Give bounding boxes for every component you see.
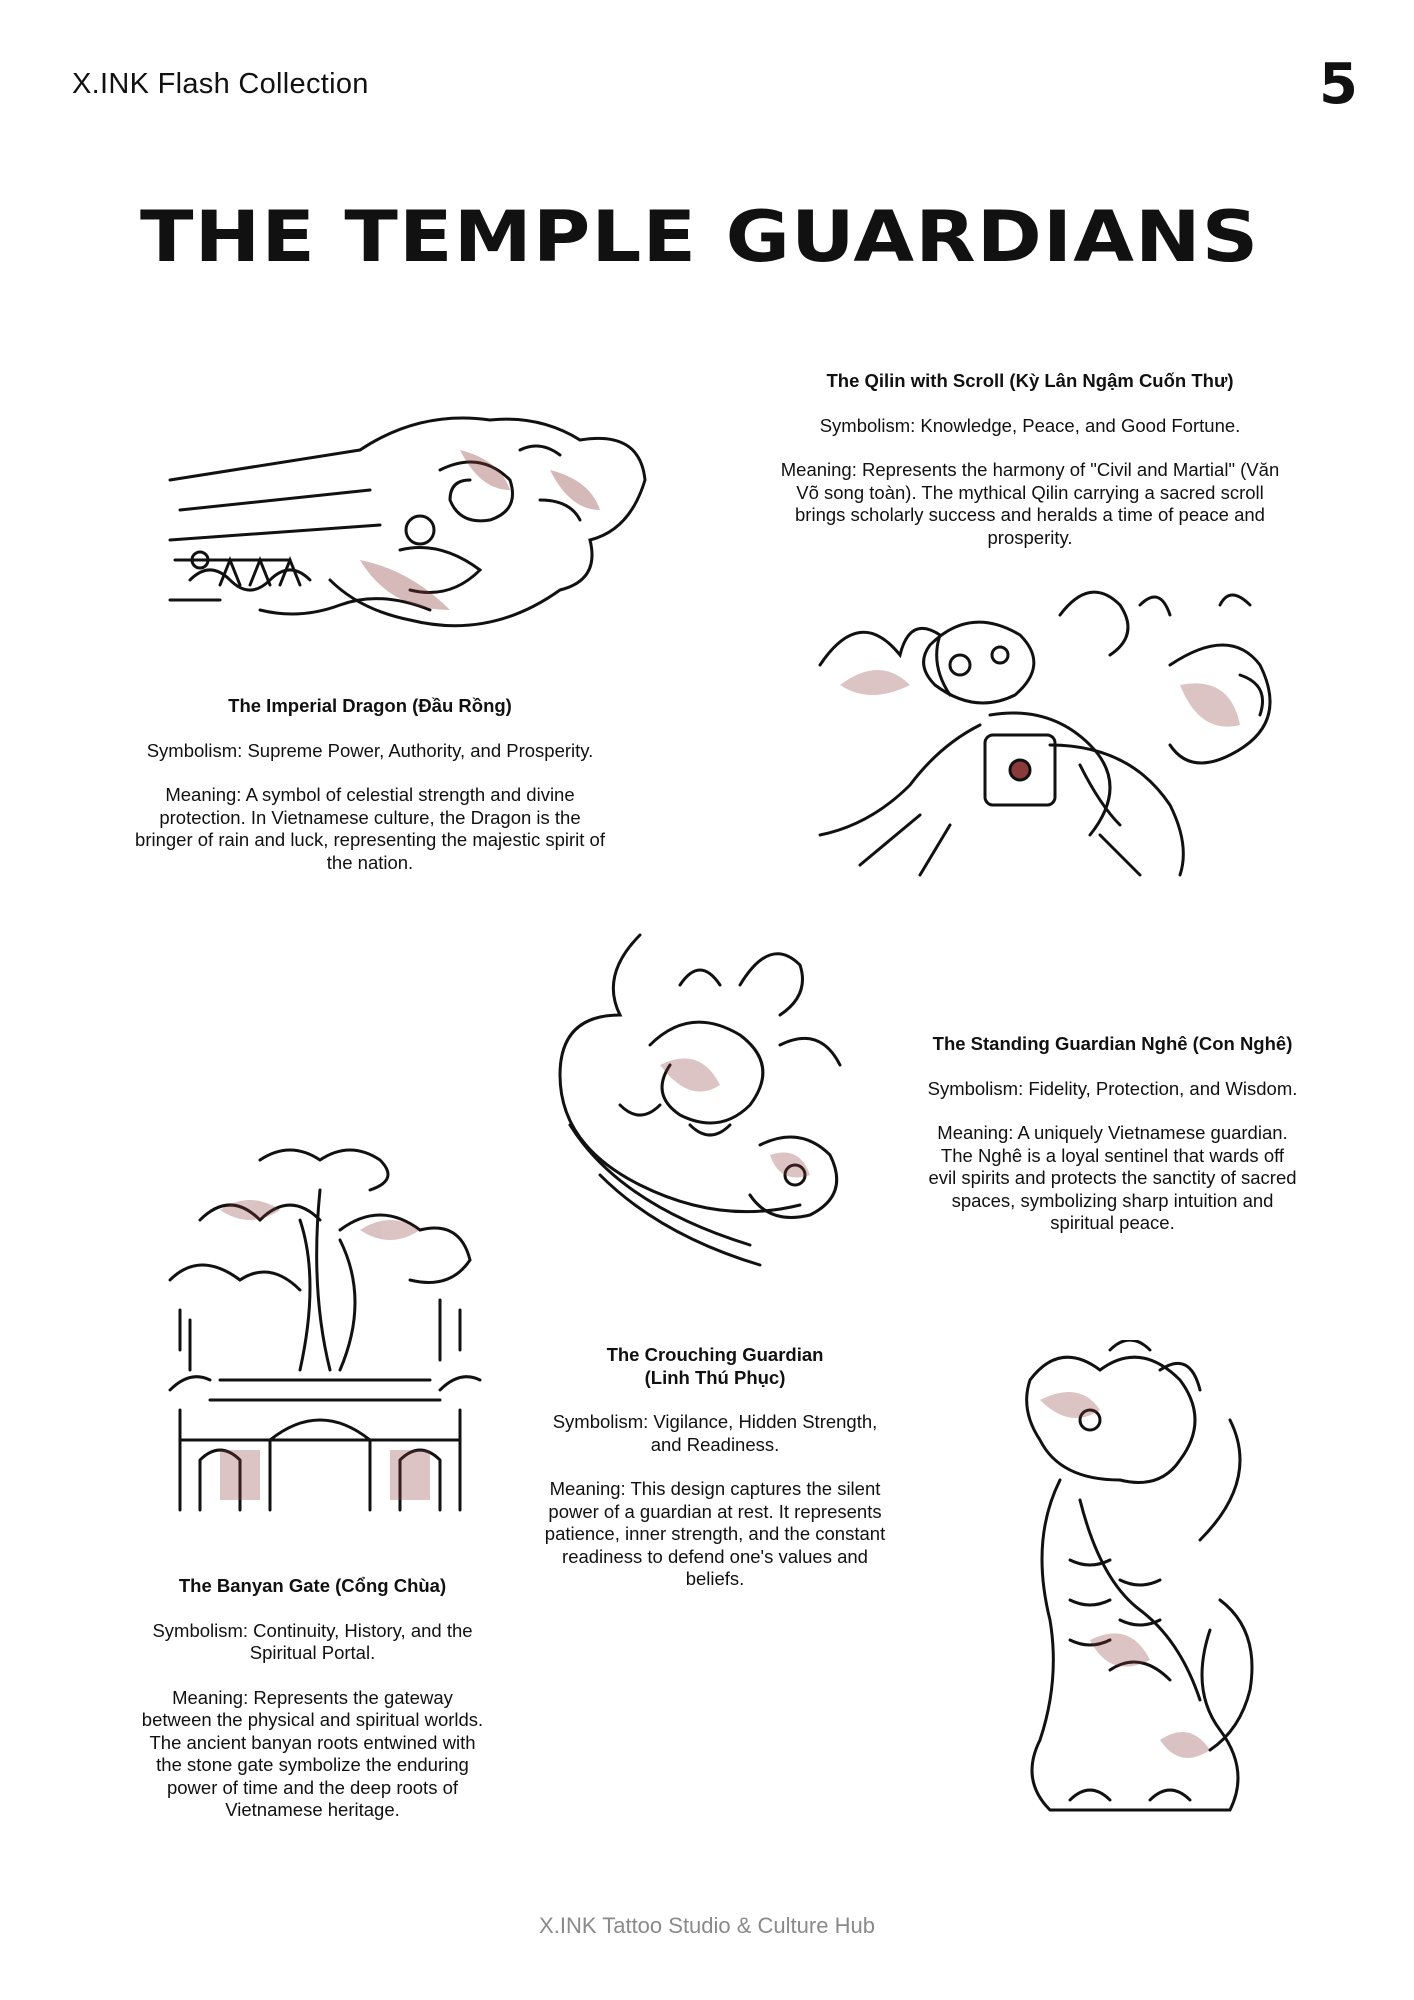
qilin-symbolism: Symbolism: Knowledge, Peace, and Good Fortune. — [819, 414, 1241, 436]
page-title: THE TEMPLE GUARDIANS — [140, 196, 1260, 278]
nghe-description — [925, 1033, 1300, 1235]
qilin-illustration — [800, 585, 1280, 880]
page-number: 5 — [1319, 52, 1358, 117]
banyan-gate-illustration — [160, 1140, 490, 1515]
nghe-symbolism: Symbolism: Fidelity, Protection, and Wisdom. — [927, 1077, 1298, 1099]
crouching-guardian-meaning: Meaning: This design captures the silent power of a guardian at rest. It represents patience, inner strength, and the constant readiness to defend one's values and beliefs. — [544, 1478, 886, 1589]
crouching-guardian-description — [540, 1344, 890, 1591]
qilin-meaning: Meaning: Represents the harmony of "Civil and Martial" (Văn Võ song toàn). The mythical Qilin carrying a sacred scroll brings scholarly success and heralds a time of peace and prosperity. — [780, 459, 1280, 548]
banyan-gate-meaning: Meaning: Represents the gateway between the physical and spiritual worlds. The ancient banyan roots entwined with the stone gate symbolize the enduring power of time and the deep roots of Vietnamese heritage. — [141, 1686, 484, 1820]
footer-text: X.INK Tattoo Studio & Culture Hub — [539, 1913, 875, 1938]
dragon-symbolism: Symbolism: Supreme Power, Authority, and Prosperity. — [146, 739, 594, 761]
crouching-guardian-name: The Crouching Guardian (Linh Thú Phục) — [606, 1344, 824, 1388]
collection-title: X.INK Flash Collection — [72, 68, 369, 100]
banyan-gate-symbolism: Symbolism: Continuity, History, and the Spiritual Portal. — [152, 1619, 473, 1663]
banyan-gate-description — [135, 1575, 490, 1822]
dragon-name: The Imperial Dragon (Đầu Rồng) — [228, 695, 512, 716]
nghe-name: The Standing Guardian Nghê (Con Nghê) — [932, 1033, 1293, 1054]
qilin-name: The Qilin with Scroll (Kỳ Lân Ngậm Cuốn Thư) — [826, 370, 1234, 391]
crouching-guardian-symbolism: Symbolism: Vigilance, Hidden Strength, and Readiness. — [552, 1411, 878, 1455]
crouching-guardian-illustration — [540, 925, 860, 1285]
dragon-description — [135, 695, 605, 874]
dragon-meaning: Meaning: A symbol of celestial strength and divine protection. In Vietnamese culture, the Dragon is the bringer of rain and luck, representing the majestic spirit of the nation. — [135, 784, 605, 873]
banyan-gate-name: The Banyan Gate (Cổng Chùa) — [178, 1575, 447, 1596]
nghe-illustration — [1000, 1340, 1280, 1825]
qilin-description — [775, 370, 1285, 549]
nghe-meaning: Meaning: A uniquely Vietnamese guardian. The Nghê is a loyal sentinel that wards off evil spirits and protects the sanctity of sacred spaces, symbolizing sharp intuition and spiritual peace. — [928, 1122, 1297, 1233]
dragon-illustration — [160, 410, 650, 640]
